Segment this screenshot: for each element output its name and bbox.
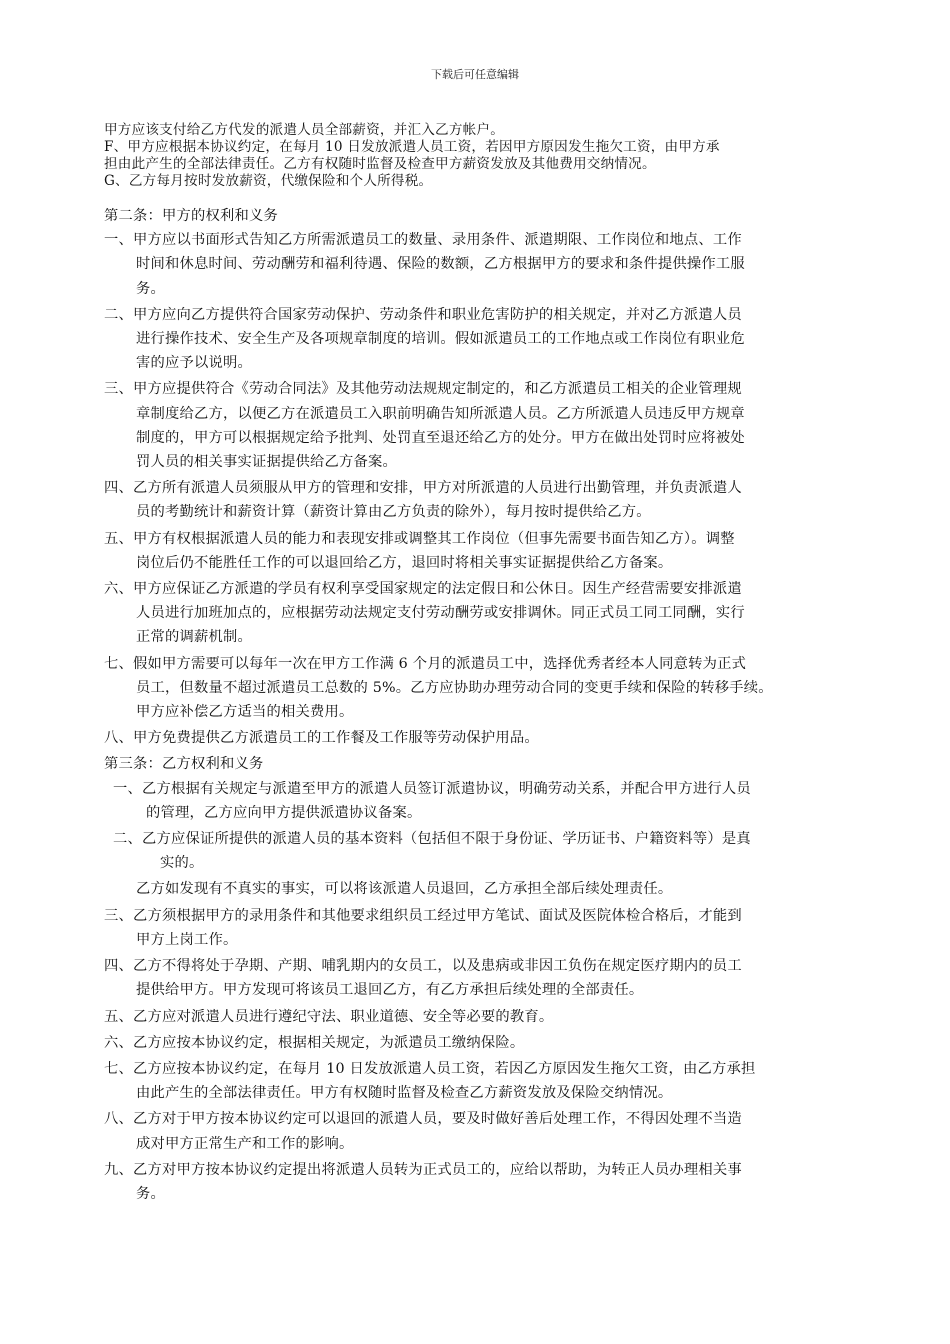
section-2-items	[104, 228, 852, 750]
item-line: 三、乙方须根据甲方的录用条件和其他要求组织员工经过甲方笔试、面试及医院体检合格后，才能到	[104, 907, 742, 924]
item-line: 四、乙方所有派遣人员须服从甲方的管理和安排，甲方对所派遣的人员进行出勤管理，并负责派遣人	[104, 480, 742, 497]
clause-line: 甲方应该支付给乙方代发的派遣人员全部薪资，并汇入乙方帐户。	[104, 122, 505, 138]
section-2-item-3	[104, 377, 852, 474]
section-3-item-2-note: 乙方如发现有不真实的事实，可以将该派遣人员退回，乙方承担全部后续处理责任。	[136, 881, 673, 898]
item-line: 害的应予以说明。	[136, 355, 252, 372]
clause-f-line-2: 担由此产生的全部法律责任。乙方有权随时监督及检查甲方薪资发放及其他费用交纳情况。	[104, 156, 656, 172]
section-3-item-5	[104, 1057, 852, 1105]
item-line: 时间和休息时间、劳动酬劳和福利待遇、保险的数额，乙方根据甲方的要求和条件提供操作工服	[136, 256, 745, 273]
clause-g: G、乙方每月按时发放薪资，代缴保险和个人所得税。	[104, 173, 433, 189]
section-2-title: 第二条：甲方的权利和义务	[104, 208, 278, 224]
document-body	[104, 122, 852, 1208]
item-line: 员工，但数量不超过派遣员工总数的 5%。乙方应协助办理劳动合同的变更手续和保险的转移手续。	[136, 679, 773, 696]
item-line: 五、甲方有权根据派遣人员的能力和表现安排或调整其工作岗位（但事先需要书面告知乙方）。调整	[104, 530, 735, 547]
item-line: 成对甲方正常生产和工作的影响。	[136, 1135, 354, 1152]
section-3-item-1	[104, 904, 852, 952]
section-2-item-1	[104, 228, 852, 301]
section-2-item-8	[104, 726, 852, 750]
section-3-items	[104, 904, 852, 1206]
item-line: 进行操作技术、安全生产及各项规章制度的培训。假如派遣员工的工作地点或工作岗位有职业危	[136, 331, 745, 348]
item-line: 章制度给乙方，以便乙方在派遣员工入职前明确告知所派遣人员。乙方所派遣人员违反甲方规章	[136, 405, 745, 422]
item-line: 六、甲方应保证乙方派遣的学员有权利享受国家规定的法定假日和公休日。因生产经营需要安排派遣	[104, 581, 742, 598]
item-line: 七、乙方应按本协议约定，在每月 10 日发放派遣人员工资，若因乙方原因发生拖欠工资，由乙方承担	[104, 1060, 756, 1077]
clause-f-line-1: F、甲方应根据本协议约定，在每月 10 日发放派遣人员工资，若因甲方原因发生拖欠工资，由甲方承	[104, 139, 720, 155]
item-line: 五、乙方应对派遣人员进行遵纪守法、职业道德、安全等必要的教育。	[104, 1008, 554, 1025]
item-line: 七、假如甲方需要可以每年一次在甲方工作满 6 个月的派遣员工中，选择优秀者经本人同意转为正式	[104, 655, 747, 672]
item-line: 三、甲方应提供符合《劳动合同法》及其他劳动法规规定制定的，和乙方派遣员工相关的企业管理规	[104, 381, 742, 398]
item-line: 提供给甲方。甲方发现可将该员工退回乙方，有乙方承担后续处理的全部责任。	[136, 982, 644, 999]
page-header: 下载后可任意编辑	[431, 68, 519, 81]
item-line: 务。	[136, 1185, 165, 1202]
item-line: 四、乙方不得将处于孕期、产期、哺乳期内的女员工，以及患病或非因工负伤在规定医疗期内的员工	[104, 958, 742, 975]
item-line: 八、甲方免费提供乙方派遣员工的工作餐及工作服等劳动保护用品。	[104, 730, 539, 747]
section-3-title: 第三条：乙方权利和义务	[104, 756, 264, 773]
top-clauses	[104, 122, 852, 190]
item-line: 员的考勤统计和薪资计算（薪资计算由乙方负责的除外），每月按时提供给乙方。	[136, 504, 651, 521]
item-line: 八、乙方对于甲方按本协议约定可以退回的派遣人员，要及时做好善后处理工作，不得因处理不当造	[104, 1111, 742, 1128]
item-line: 甲方应补偿乙方适当的相关费用。	[136, 704, 354, 721]
section-2-item-4	[104, 476, 852, 524]
item-line: 人员进行加班加点的，应根据劳动法规定支付劳动酬劳或安排调休。同正式员工同工同酬，实行	[136, 605, 745, 622]
section-3-item-1: 一、乙方根据有关规定与派遣至甲方的派遣人员签订派遣协议，明确劳动关系，并配合甲方进行人员 的管理，乙方应向甲方提供派遣协议备案。	[113, 780, 751, 821]
section-3-item-3	[104, 1005, 852, 1029]
item-line: 一、甲方应以书面形式告知乙方所需派遣员工的数量、录用条件、派遣期限、工作岗位和地点、工作	[104, 232, 742, 249]
item-line: 罚人员的相关事实证据提供给乙方备案。	[136, 454, 397, 471]
item-line: 九、乙方对甲方按本协议约定提出将派遣人员转为正式员工的，应给以帮助，为转正人员办理相关事	[104, 1161, 742, 1178]
section-2-item-7	[104, 652, 852, 725]
item-line: 正常的调薪机制。	[136, 629, 252, 646]
item-line: 二、甲方应向乙方提供符合国家劳动保护、劳动条件和职业危害防护的相关规定，并对乙方派遣人员	[104, 306, 742, 323]
item-line: 岗位后仍不能胜任工作的可以退回给乙方，退回时将相关事实证据提供给乙方备案。	[136, 554, 673, 571]
section-3-item-4	[104, 1031, 852, 1055]
section-3-item-2	[104, 954, 852, 1002]
section-3-item-2: 二、乙方应保证所提供的派遣人员的基本资料（包括但不限于身份证、学历证书、户籍资料等）是真 实的。	[113, 831, 751, 872]
item-line: 务。	[136, 280, 165, 297]
section-2-item-2	[104, 303, 852, 376]
section-2-item-6	[104, 577, 852, 650]
section-2-item-5	[104, 527, 852, 575]
section-3-item-7	[104, 1158, 852, 1206]
item-line: 六、乙方应按本协议约定，根据相关规定，为派遣员工缴纳保险。	[104, 1034, 525, 1051]
item-line: 制度的，甲方可以根据规定给予批判、处罚直至退还给乙方的处分。甲方在做出处罚时应将被处	[136, 429, 745, 446]
item-line: 甲方上岗工作。	[136, 931, 238, 948]
section-3-item-6	[104, 1107, 852, 1155]
item-line: 由此产生的全部法律责任。甲方有权随时监督及检查乙方薪资发放及保险交纳情况。	[136, 1085, 673, 1102]
